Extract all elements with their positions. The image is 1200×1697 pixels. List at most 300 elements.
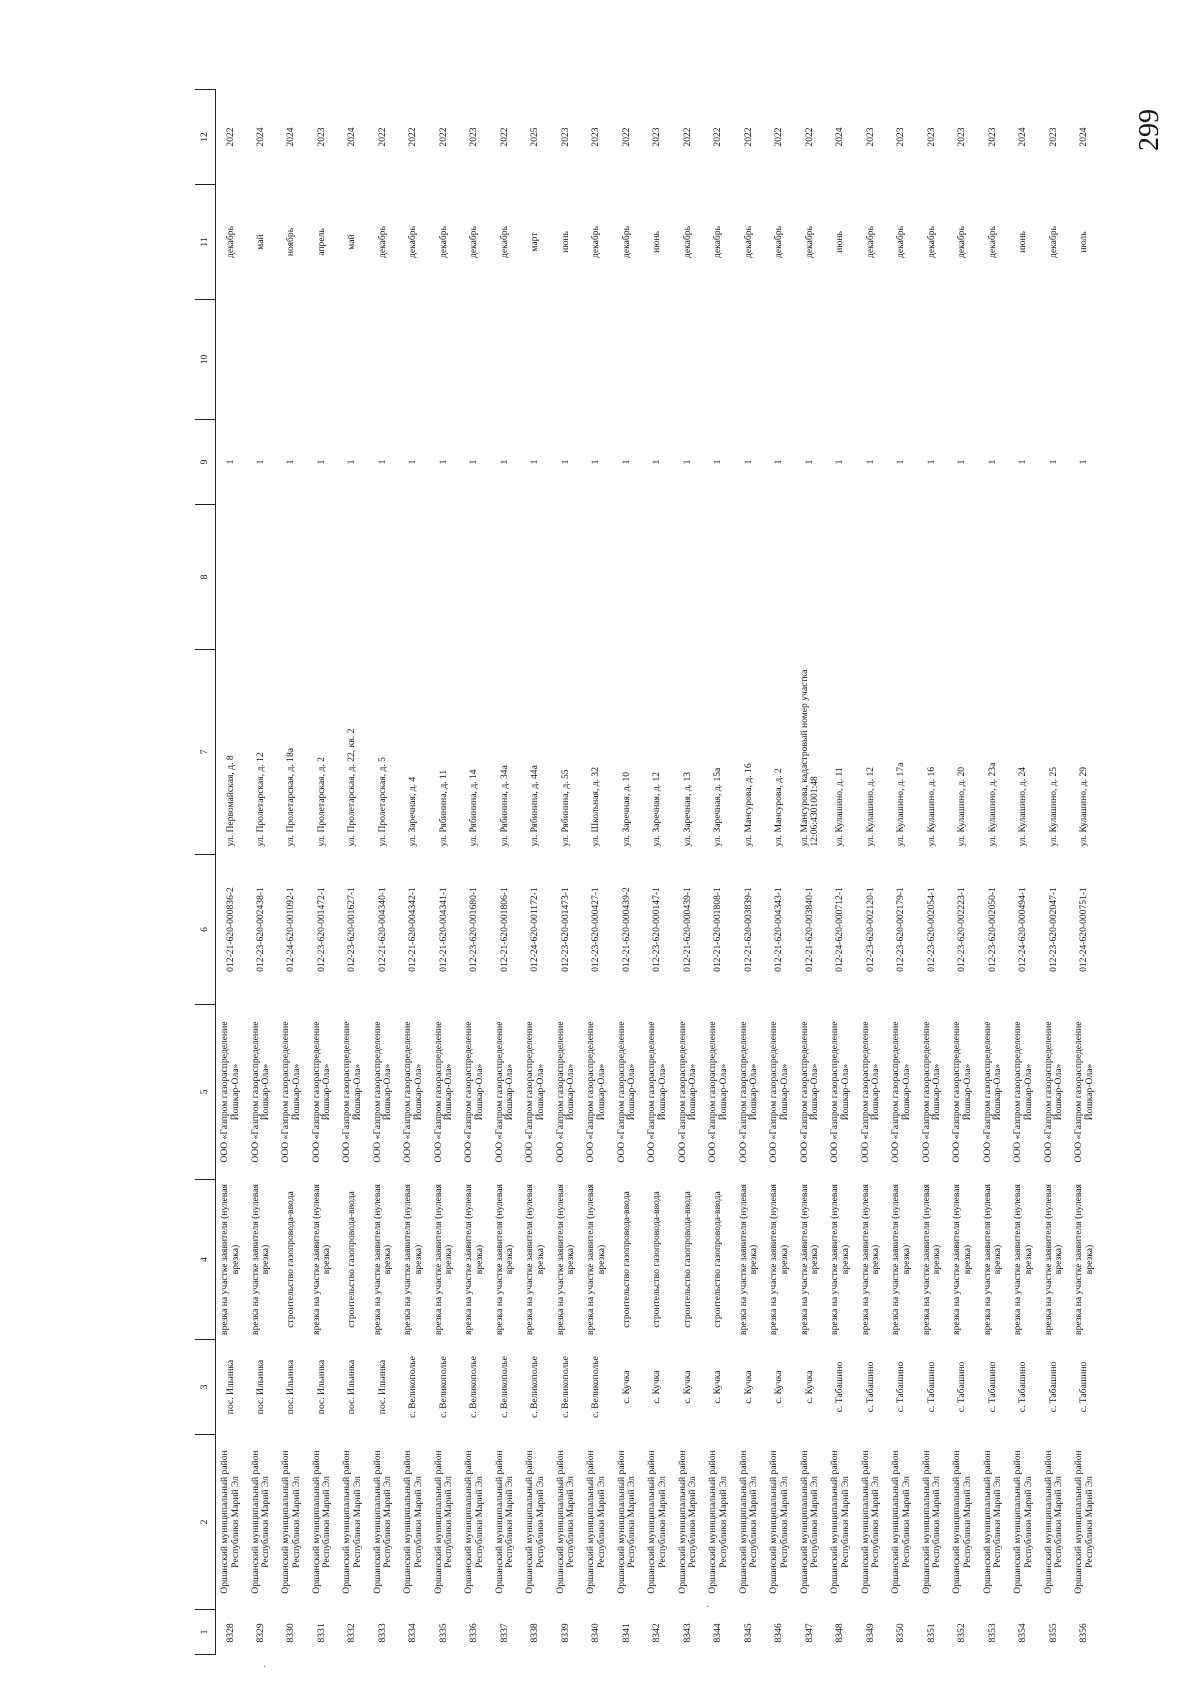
request-code-cell: 012-24-620-000751-1	[1078, 887, 1090, 972]
year-cell: 2022	[773, 127, 785, 147]
request-code-cell: 012-21-620-001808-1	[712, 887, 724, 972]
table-row	[307, 90, 338, 1655]
table-row	[826, 90, 857, 1655]
year-cell: 2023	[559, 127, 571, 147]
organization-cell: ООО «Газпром газораспределение Йошкар-Ола»	[737, 1021, 760, 1163]
work-type-cell: врезка на участке заявителя (нулевая врезка)	[798, 1184, 821, 1335]
table-row	[460, 90, 491, 1655]
year-cell: 2022	[681, 127, 693, 147]
quantity-cell: 1	[254, 459, 266, 465]
address-cell: ул. Пролетарская, д. 18а	[285, 747, 297, 847]
settlement-cell: с. Табашино	[1078, 1361, 1090, 1413]
organization-cell: ООО «Газпром газораспределение Йошкар-Ола»	[280, 1021, 302, 1163]
request-code-cell: 012-23-620-001473-1	[559, 887, 571, 972]
address-cell: ул. Рябинина, д. 14	[468, 769, 480, 847]
table-row	[978, 90, 1009, 1655]
district-cell: Оршанский муниципальный район Республики Марий Эл	[280, 1450, 302, 1594]
district-cell: Оршанский муниципальный район Республики Марий Эл	[859, 1450, 882, 1594]
column-8-cell	[216, 505, 247, 650]
request-code-cell: 012-21-620-004343-1	[773, 887, 785, 972]
column-8-cell	[917, 505, 948, 650]
quantity-cell: 1	[1078, 459, 1090, 465]
settlement-cell: с. Табашино	[834, 1361, 846, 1413]
column-8-cell	[368, 505, 399, 650]
request-code-cell: 012-23-620-002050-1	[986, 887, 998, 972]
work-type-cell: строительство газопровода-ввода	[346, 1191, 358, 1328]
district-cell: Оршанский муниципальный район Республики Марий Эл	[402, 1450, 424, 1594]
year-cell: 2024	[285, 127, 297, 147]
request-code-cell: 012-21-620-000439-2	[620, 887, 632, 972]
row-number: 8344	[712, 1623, 724, 1643]
quantity-cell: 1	[468, 459, 480, 465]
column-header: 7	[195, 650, 216, 855]
column-8-cell	[1009, 505, 1040, 650]
address-cell: ул. Кулашино, д. 16	[925, 766, 937, 847]
address-cell: ул. Заречная, д. 13	[681, 771, 693, 847]
quantity-cell: 1	[620, 459, 632, 465]
column-header: 1	[195, 1610, 216, 1655]
year-cell: 2022	[498, 127, 510, 147]
quantity-cell: 1	[864, 459, 876, 465]
organization-cell: ООО «Газпром газораспределение Йошкар-Ола»	[493, 1021, 516, 1163]
organization-cell: ООО «Газпром газораспределение Йошкар-Ола»	[890, 1021, 912, 1163]
district-cell: Оршанский муниципальный район Республики Марий Эл	[524, 1450, 546, 1594]
settlement-cell: с. Кучка	[712, 1370, 724, 1404]
organization-cell: ООО «Газпром газораспределение Йошкар-Ола»	[951, 1021, 973, 1163]
quantity-cell: 1	[681, 459, 693, 465]
column-8-cell	[277, 505, 308, 650]
table-row	[948, 90, 979, 1655]
address-cell: ул. Пролетарская, д. 2	[315, 757, 327, 847]
row-number: 8352	[956, 1623, 968, 1643]
request-code-cell: 012-24-620-000712-1	[834, 887, 846, 972]
month-cell: декабрь	[224, 226, 236, 258]
column-10-cell	[216, 300, 247, 420]
month-cell: март	[529, 232, 541, 252]
district-cell: Оршанский муниципальный район Республики Марий Эл	[951, 1450, 973, 1594]
row-number: 8341	[620, 1623, 632, 1643]
request-code-cell: 012-23-620-001627-1	[346, 887, 358, 972]
row-number: 8348	[834, 1623, 846, 1643]
organization-cell: ООО «Газпром газораспределение Йошкар-Ола»	[768, 1021, 790, 1163]
settlement-cell: с. Великополье	[468, 1356, 480, 1418]
organization-cell: ООО «Газпром газораспределение Йошкар-Ола»	[371, 1021, 394, 1163]
district-cell: Оршанский муниципальный район Республики Марий Эл	[646, 1450, 668, 1594]
column-8-cell	[978, 505, 1009, 650]
year-cell: 2022	[407, 127, 419, 147]
organization-cell: ООО «Газпром газораспределение Йошкар-Ола»	[646, 1021, 668, 1163]
year-cell: 2022	[742, 127, 754, 147]
row-number: 8347	[803, 1623, 815, 1643]
address-cell: ул. Заречная, д. 10	[620, 771, 632, 847]
year-cell: 2024	[834, 127, 846, 147]
request-code-cell: 012-24-620-001092-1	[285, 887, 297, 972]
request-code-cell: 012-23-620-002120-1	[864, 887, 876, 972]
month-cell: декабрь	[986, 226, 998, 258]
table-row	[643, 90, 674, 1655]
district-cell: Оршанский муниципальный район Республики Марий Эл	[1042, 1450, 1065, 1594]
year-cell: 2023	[315, 127, 327, 147]
address-cell: ул. Заречная, д. 15а	[712, 767, 724, 847]
request-code-cell: 012-21-620-004340-1	[376, 887, 388, 972]
month-cell: декабрь	[498, 226, 510, 258]
table-row	[1039, 90, 1070, 1655]
month-cell: декабрь	[620, 226, 632, 258]
column-8-cell	[246, 505, 277, 650]
scan-mark: ·	[263, 1662, 267, 1673]
settlement-cell: с. Великополье	[407, 1356, 419, 1418]
column-10-cell	[551, 300, 582, 420]
request-code-cell: 012-23-620-001680-1	[468, 887, 480, 972]
organization-cell: ООО «Газпром газораспределение Йошкар-Ола»	[676, 1021, 699, 1163]
district-cell: Оршанский муниципальный район Республики Марий Эл	[341, 1450, 363, 1594]
month-cell: декабрь	[742, 226, 754, 258]
district-cell: Оршанский муниципальный район Республики Марий Эл	[737, 1450, 760, 1594]
data-table	[195, 89, 1100, 1655]
request-code-cell: 012-24-620-000494-1	[1017, 887, 1029, 972]
column-10-cell	[582, 300, 613, 420]
district-cell: Оршанский муниципальный район Республики Марий Эл	[554, 1450, 577, 1594]
quantity-cell: 1	[224, 459, 236, 465]
row-number: 8346	[773, 1623, 785, 1643]
year-cell: 2023	[590, 127, 602, 147]
organization-cell: ООО «Газпром газораспределение Йошкар-Ола»	[585, 1021, 607, 1163]
column-10-cell	[826, 300, 857, 420]
year-cell: 2024	[1017, 127, 1029, 147]
work-type-cell: врезка на участке заявителя (нулевая врезка)	[981, 1184, 1004, 1335]
column-8-cell	[826, 505, 857, 650]
address-cell: ул. Мансурова, д. 2	[773, 768, 785, 847]
column-10-cell	[490, 300, 521, 420]
work-type-cell: врезка на участке заявителя (нулевая врезка)	[249, 1184, 272, 1335]
column-8-cell	[1070, 505, 1101, 650]
quantity-cell: 1	[925, 459, 937, 465]
column-10-cell	[1039, 300, 1070, 420]
settlement-cell: с. Табашино	[864, 1361, 876, 1413]
column-header: 9	[195, 420, 216, 505]
request-code-cell: 012-23-620-002054-1	[925, 887, 937, 972]
settlement-cell: с. Кучка	[681, 1370, 693, 1404]
quantity-cell: 1	[437, 459, 449, 465]
settlement-cell: с. Табашино	[895, 1361, 907, 1413]
organization-cell: ООО «Газпром газораспределение Йошкар-Ола»	[981, 1021, 1004, 1163]
month-cell: декабрь	[773, 226, 785, 258]
month-cell: декабрь	[895, 226, 907, 258]
district-cell: Оршанский муниципальный район Республики Марий Эл	[493, 1450, 516, 1594]
table-row	[277, 90, 308, 1655]
request-code-cell: 012-21-620-004342-1	[407, 887, 419, 972]
column-8-cell	[338, 505, 369, 650]
row-number: 8335	[437, 1623, 449, 1643]
month-cell: ноябрь	[285, 227, 297, 257]
quantity-cell: 1	[346, 459, 358, 465]
organization-cell: ООО «Газпром газораспределение Йошкар-Ола»	[1012, 1021, 1034, 1163]
quantity-cell: 1	[834, 459, 846, 465]
address-cell: ул. Пролетарская, д. 5	[376, 757, 388, 847]
request-code-cell: 012-21-620-003840-1	[803, 887, 815, 972]
quantity-cell: 1	[559, 459, 571, 465]
column-8-cell	[460, 505, 491, 650]
organization-cell: ООО «Газпром газораспределение Йошкар-Ола»	[463, 1021, 485, 1163]
year-cell: 2023	[925, 127, 937, 147]
month-cell: май	[346, 234, 358, 250]
row-number: 8353	[986, 1623, 998, 1643]
row-number: 8337	[498, 1623, 510, 1643]
month-cell: декабрь	[712, 226, 724, 258]
address-cell: ул. Кулашино, д. 24	[1017, 766, 1029, 847]
year-cell: 2022	[803, 127, 815, 147]
column-10-cell	[978, 300, 1009, 420]
column-8-cell	[307, 505, 338, 650]
work-type-cell: врезка на участке заявителя (нулевая врезка)	[524, 1184, 546, 1335]
organization-cell: ООО «Газпром газораспределение Йошкар-Ола»	[402, 1021, 424, 1163]
column-8-cell	[643, 505, 674, 650]
quantity-cell: 1	[376, 459, 388, 465]
request-code-cell: 012-23-620-002179-1	[895, 887, 907, 972]
request-code-cell: 012-21-620-003839-1	[742, 887, 754, 972]
organization-cell: ООО «Газпром газораспределение Йошкар-Ола»	[1042, 1021, 1065, 1163]
table-row	[1009, 90, 1040, 1655]
row-number: 8340	[590, 1623, 602, 1643]
address-cell: ул. Рябинина, д. 34а	[498, 765, 510, 847]
request-code-cell: 012-21-620-004341-1	[437, 887, 449, 972]
year-cell: 2025	[529, 127, 541, 147]
month-cell: декабрь	[407, 226, 419, 258]
work-type-cell: строительство газопровода-ввода	[651, 1191, 663, 1328]
quantity-cell: 1	[1017, 459, 1029, 465]
month-cell: декабрь	[1047, 226, 1059, 258]
district-cell: Оршанский муниципальный район Республики Марий Эл	[1012, 1450, 1034, 1594]
organization-cell: ООО «Газпром газораспределение Йошкар-Ола»	[341, 1021, 363, 1163]
address-cell: ул. Рябинина, д. 11	[437, 769, 449, 847]
work-type-cell: врезка на участке заявителя (нулевая врезка)	[310, 1184, 333, 1335]
column-8-cell	[856, 505, 887, 650]
quantity-cell: 1	[895, 459, 907, 465]
column-10-cell	[368, 300, 399, 420]
organization-cell: ООО «Газпром газораспределение Йошкар-Ола»	[554, 1021, 577, 1163]
work-type-cell: врезка на участке заявителя (нулевая врезка)	[1042, 1184, 1065, 1335]
month-cell: декабрь	[803, 226, 815, 258]
table-row	[216, 90, 247, 1655]
column-10-cell	[1070, 300, 1101, 420]
table-row	[887, 90, 918, 1655]
settlement-cell: с. Табашино	[925, 1361, 937, 1413]
row-number: 8334	[407, 1623, 419, 1643]
quantity-cell: 1	[590, 459, 602, 465]
address-cell: ул. Кулашино, д. 11	[834, 767, 846, 847]
column-10-cell	[948, 300, 979, 420]
table-row	[521, 90, 552, 1655]
work-type-cell: врезка на участке заявителя (нулевая врезка)	[493, 1184, 516, 1335]
address-cell: ул. Школьная, д. 32	[590, 766, 602, 847]
work-type-cell: врезка на участке заявителя (нулевая врезка)	[951, 1184, 973, 1335]
year-cell: 2023	[468, 127, 480, 147]
request-code-cell: 012-23-620-000427-1	[590, 887, 602, 972]
quantity-cell: 1	[498, 459, 510, 465]
address-cell: ул. Первомайская, д. 8	[224, 755, 236, 847]
year-cell: 2022	[224, 127, 236, 147]
quantity-cell: 1	[651, 459, 663, 465]
settlement-cell: с. Великополье	[590, 1356, 602, 1418]
address-cell: ул. Кулашино, д. 17а	[895, 762, 907, 847]
month-cell: декабрь	[681, 226, 693, 258]
settlement-cell: с. Великополье	[498, 1356, 510, 1418]
table-row	[795, 90, 826, 1655]
address-cell: ул. Заречная, д. 4	[407, 776, 419, 847]
work-type-cell: врезка на участке заявителя (нулевая врезка)	[1073, 1184, 1095, 1335]
column-10-cell	[1009, 300, 1040, 420]
year-cell: 2022	[712, 127, 724, 147]
settlement-cell: с. Кучка	[620, 1370, 632, 1404]
table-row	[582, 90, 613, 1655]
year-cell: 2022	[620, 127, 632, 147]
month-cell: июнь	[559, 231, 571, 253]
work-type-cell: врезка на участке заявителя (нулевая врезка)	[219, 1184, 241, 1335]
column-8-cell	[490, 505, 521, 650]
request-code-cell: 012-23-620-000147-1	[651, 887, 663, 972]
settlement-cell: с. Табашино	[956, 1361, 968, 1413]
page-number: 299	[1134, 109, 1165, 151]
column-header: 2	[195, 1435, 216, 1610]
work-type-cell: строительство газопровода-ввода	[285, 1191, 297, 1328]
settlement-cell: с. Табашино	[986, 1361, 998, 1413]
row-number: 8332	[346, 1623, 358, 1643]
column-8-cell	[582, 505, 613, 650]
work-type-cell: строительство газопровода-ввода	[620, 1191, 632, 1328]
month-cell: июнь	[834, 231, 846, 253]
column-header: 12	[195, 90, 216, 185]
organization-cell: ООО «Газпром газораспределение Йошкар-Ола»	[310, 1021, 333, 1163]
district-cell: Оршанский муниципальный район Республики Марий Эл	[249, 1450, 272, 1594]
table-row	[612, 90, 643, 1655]
quantity-cell: 1	[956, 459, 968, 465]
column-header: 8	[195, 505, 216, 650]
column-8-cell	[704, 505, 735, 650]
month-cell: декабрь	[376, 226, 388, 258]
column-8-cell	[734, 505, 765, 650]
work-type-cell: врезка на участке заявителя (нулевая врезка)	[920, 1184, 943, 1335]
organization-cell: ООО «Газпром газораспределение Йошкар-Ола»	[615, 1021, 638, 1163]
organization-cell: ООО «Газпром газораспределение Йошкар-Ола»	[859, 1021, 882, 1163]
month-cell: декабрь	[925, 226, 937, 258]
district-cell: Оршанский муниципальный район Республики Марий Эл	[707, 1450, 729, 1594]
work-type-cell: врезка на участке заявителя (нулевая врезка)	[829, 1184, 851, 1335]
settlement-cell: с. Великополье	[437, 1356, 449, 1418]
column-8-cell	[521, 505, 552, 650]
table-row	[551, 90, 582, 1655]
address-cell: ул. Пролетарская, д. 12	[254, 752, 266, 847]
column-10-cell	[429, 300, 460, 420]
table-row	[429, 90, 460, 1655]
column-10-cell	[338, 300, 369, 420]
settlement-cell: пос. Ильинка	[224, 1359, 236, 1415]
column-10-cell	[399, 300, 430, 420]
request-code-cell: 012-23-620-002047-1	[1047, 887, 1059, 972]
column-10-cell	[460, 300, 491, 420]
month-cell: декабрь	[437, 226, 449, 258]
work-type-cell: врезка на участке заявителя (нулевая врезка)	[371, 1184, 394, 1335]
column-10-cell	[307, 300, 338, 420]
work-type-cell: строительство газопровода-ввода	[712, 1191, 724, 1328]
gasification-table	[195, 90, 1100, 1655]
organization-cell: ООО «Газпром газораспределение Йошкар-Ола»	[707, 1021, 729, 1163]
quantity-cell: 1	[742, 459, 754, 465]
year-cell: 2024	[254, 127, 266, 147]
organization-cell: ООО «Газпром газораспределение Йошкар-Ола»	[920, 1021, 943, 1163]
row-number: 8343	[681, 1623, 693, 1643]
table-row	[856, 90, 887, 1655]
column-10-cell	[673, 300, 704, 420]
row-number: 8336	[468, 1623, 480, 1643]
row-number: 8349	[864, 1623, 876, 1643]
month-cell: апрель	[315, 228, 327, 256]
scan-mark: ·	[706, 1602, 710, 1613]
column-10-cell	[246, 300, 277, 420]
work-type-cell: врезка на участке заявителя (нулевая врезка)	[768, 1184, 790, 1335]
column-header: 10	[195, 300, 216, 420]
work-type-cell: строительство газопровода-ввода	[681, 1191, 693, 1328]
row-number: 8355	[1047, 1623, 1059, 1643]
column-8-cell	[551, 505, 582, 650]
request-code-cell: 012-21-620-001806-1	[498, 887, 510, 972]
column-10-cell	[887, 300, 918, 420]
header-row	[195, 90, 216, 1655]
settlement-cell: с. Кучка	[742, 1370, 754, 1404]
table-row	[338, 90, 369, 1655]
month-cell: июль	[1078, 231, 1090, 253]
row-number: 8351	[925, 1623, 937, 1643]
settlement-cell: с. Кучка	[651, 1370, 663, 1404]
address-cell: ул. Рябинина, д. 44а	[529, 765, 541, 847]
address-cell: ул. Заречная, д. 12	[651, 771, 663, 847]
column-8-cell	[429, 505, 460, 650]
organization-cell: ООО «Газпром газораспределение Йошкар-Ола»	[219, 1021, 241, 1163]
table-row	[734, 90, 765, 1655]
settlement-cell: с. Табашино	[1017, 1361, 1029, 1413]
row-number: 8350	[895, 1623, 907, 1643]
column-8-cell	[399, 505, 430, 650]
month-cell: июнь	[651, 231, 663, 253]
table-row	[673, 90, 704, 1655]
settlement-cell: пос. Ильинка	[346, 1359, 358, 1415]
row-number: 8333	[376, 1623, 388, 1643]
row-number: 8354	[1017, 1623, 1029, 1643]
table-row	[704, 90, 735, 1655]
address-cell: ул. Рябинина, д. 55	[559, 769, 571, 847]
district-cell: Оршанский муниципальный район Республики Марий Эл	[219, 1450, 241, 1594]
quantity-cell: 1	[986, 459, 998, 465]
quantity-cell: 1	[803, 459, 815, 465]
address-cell: ул. Кулашино, д. 12	[864, 766, 876, 847]
year-cell: 2023	[651, 127, 663, 147]
row-number: 8342	[651, 1623, 663, 1643]
quantity-cell: 1	[407, 459, 419, 465]
district-cell: Оршанский муниципальный район Республики Марий Эл	[310, 1450, 333, 1594]
column-header: 5	[195, 1005, 216, 1180]
address-cell: ул. Пролетарская, д. 22, кв. 2	[346, 728, 358, 847]
row-number: 8356	[1078, 1623, 1090, 1643]
request-code-cell: 012-24-620-001172-1	[529, 887, 541, 972]
column-10-cell	[704, 300, 735, 420]
year-cell: 2023	[956, 127, 968, 147]
column-10-cell	[917, 300, 948, 420]
district-cell: Оршанский муниципальный район Республики Марий Эл	[432, 1450, 455, 1594]
quantity-cell: 1	[529, 459, 541, 465]
settlement-cell: пос. Ильинка	[376, 1359, 388, 1415]
district-cell: Оршанский муниципальный район Республики Марий Эл	[1073, 1450, 1095, 1594]
row-number: 8331	[315, 1623, 327, 1643]
row-number: 8329	[254, 1623, 266, 1643]
